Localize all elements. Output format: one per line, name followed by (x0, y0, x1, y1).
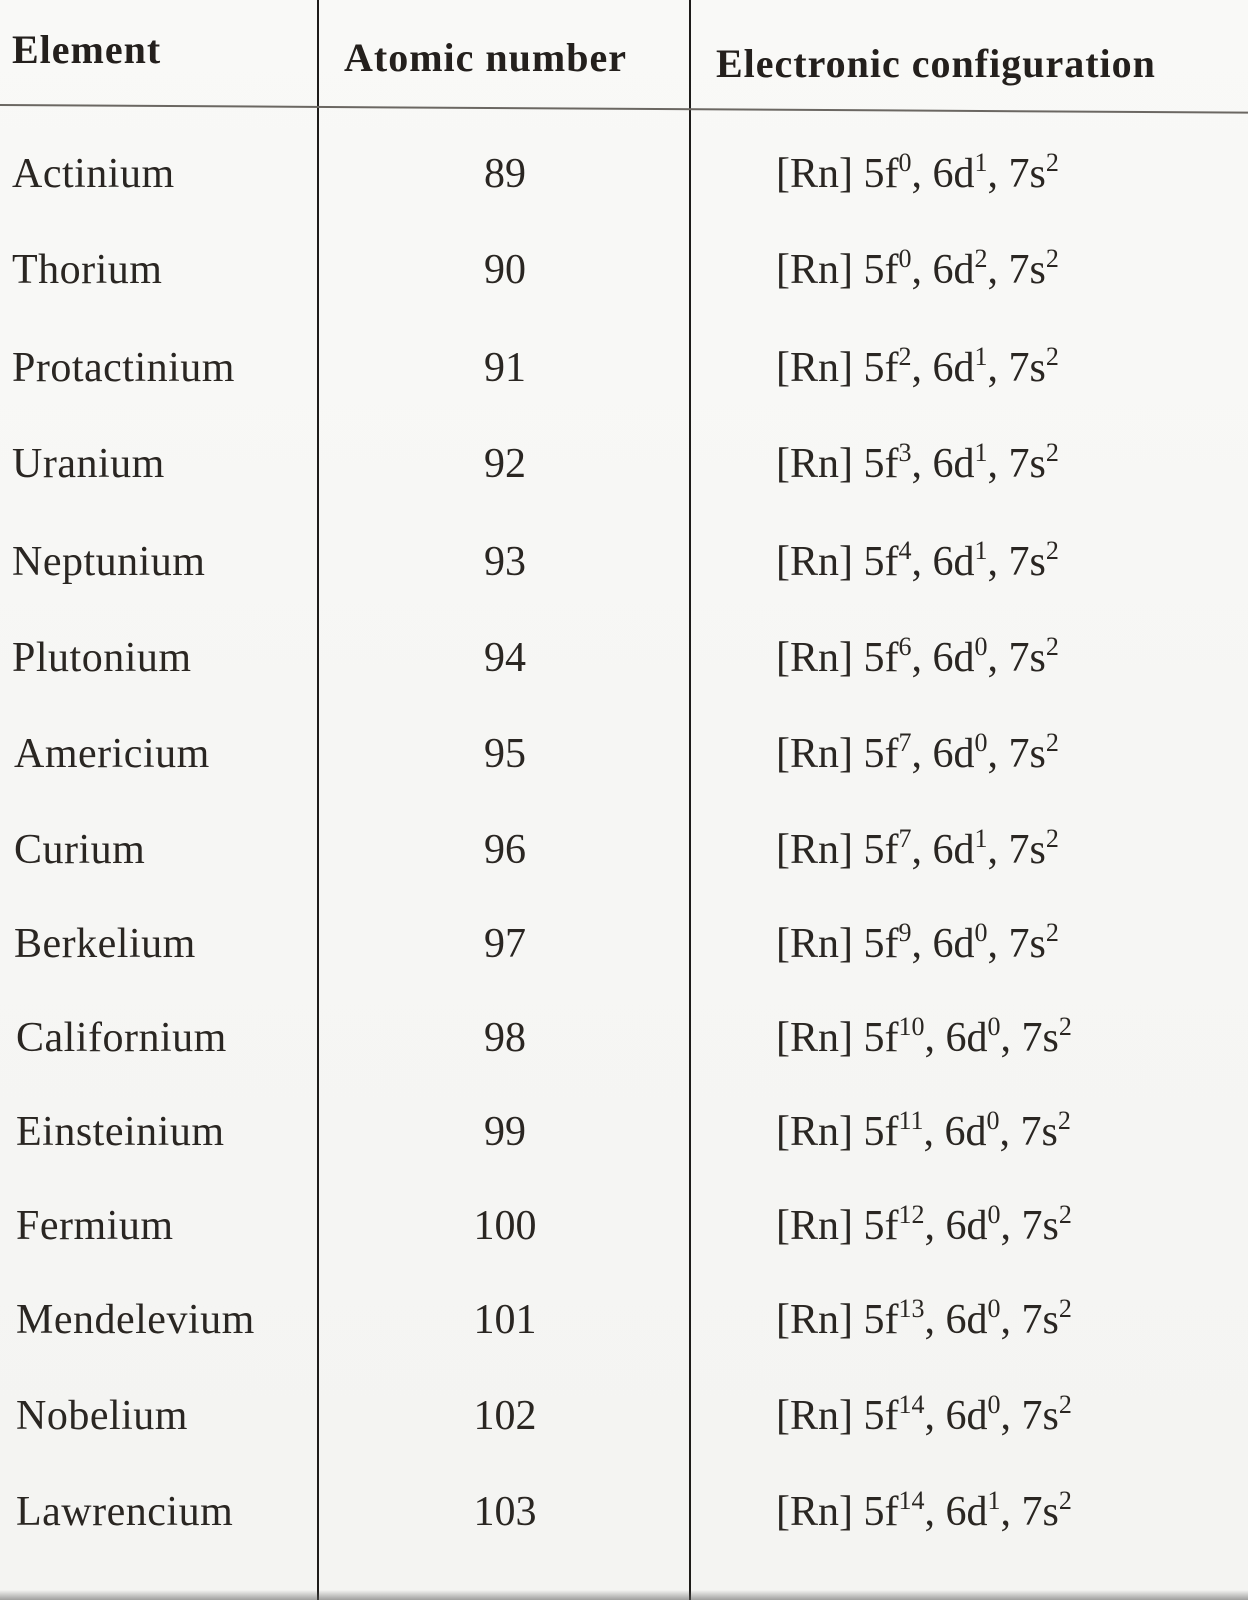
table-row (0, 240, 1248, 300)
separator: , (911, 635, 922, 681)
electrons-6d: 0 (974, 728, 988, 757)
electrons-6d: 1 (974, 148, 988, 177)
separator: , (911, 539, 922, 585)
electronic-configuration (776, 1008, 1072, 1073)
orbital-7s: 7s (1008, 635, 1046, 681)
core-noble-gas: [Rn] (776, 1393, 853, 1439)
orbital-5f: 5f (863, 539, 899, 585)
table-row (0, 144, 1248, 204)
separator: , (1000, 1393, 1011, 1439)
electrons-5f: 6 (898, 632, 912, 661)
orbital-6d: 6d (932, 441, 975, 487)
table-row (0, 1386, 1248, 1446)
electrons-7s: 2 (1045, 536, 1059, 565)
electrons-7s: 2 (1045, 728, 1059, 757)
orbital-7s: 7s (1021, 1489, 1059, 1535)
core-noble-gas: [Rn] (776, 151, 853, 197)
orbital-6d: 6d (932, 151, 975, 197)
element-name: Berkelium (14, 921, 196, 967)
orbital-6d: 6d (944, 1109, 987, 1155)
element-name: Uranium (12, 441, 165, 487)
header-atomic-number: Atomic number (344, 35, 627, 80)
electrons-7s: 2 (1058, 1200, 1072, 1229)
core-noble-gas: [Rn] (776, 1203, 853, 1249)
separator: , (924, 1203, 935, 1249)
orbital-5f: 5f (863, 345, 899, 391)
electronic-configuration (776, 240, 1059, 305)
electrons-7s: 2 (1045, 342, 1059, 371)
separator: , (987, 635, 998, 681)
electrons-5f: 7 (898, 728, 912, 757)
electrons-7s: 2 (1045, 824, 1059, 853)
separator: , (923, 1109, 935, 1155)
electrons-5f: 14 (898, 1486, 925, 1515)
orbital-7s: 7s (1008, 539, 1046, 585)
element-name: Nobelium (16, 1393, 188, 1439)
core-noble-gas: [Rn] (776, 441, 853, 487)
atomic-number: 89 (484, 151, 526, 197)
orbital-5f: 5f (863, 441, 899, 487)
table-row (0, 1008, 1248, 1068)
orbital-5f: 5f (863, 1015, 899, 1061)
electronic-configuration (776, 1386, 1072, 1451)
separator: , (987, 151, 998, 197)
orbital-5f: 5f (863, 921, 899, 967)
orbital-7s: 7s (1008, 441, 1046, 487)
orbital-6d: 6d (932, 539, 975, 585)
orbital-6d: 6d (945, 1203, 988, 1249)
electrons-7s: 2 (1045, 918, 1059, 947)
element-name: Plutonium (12, 635, 192, 681)
orbital-5f: 5f (863, 151, 899, 197)
electrons-5f: 3 (898, 438, 912, 467)
orbital-5f: 5f (863, 731, 899, 777)
element-name: Americium (14, 731, 210, 777)
atomic-number: 93 (484, 539, 526, 585)
orbital-7s: 7s (1008, 731, 1046, 777)
electrons-7s: 2 (1045, 438, 1059, 467)
table-row (0, 724, 1248, 784)
electrons-6d: 1 (987, 1486, 1001, 1515)
orbital-5f: 5f (863, 1109, 899, 1155)
separator: , (911, 247, 922, 293)
separator: , (924, 1297, 935, 1343)
core-noble-gas: [Rn] (776, 827, 853, 873)
header-electronic-configuration: Electronic configuration (716, 41, 1156, 86)
atomic-number: 96 (484, 827, 526, 873)
atomic-number: 94 (484, 635, 526, 681)
electrons-5f: 2 (898, 342, 912, 371)
orbital-7s: 7s (1021, 1297, 1059, 1343)
table-row (0, 338, 1248, 398)
atomic-number: 98 (484, 1015, 526, 1061)
element-name: Curium (14, 827, 146, 873)
element-name: Protactinium (12, 345, 235, 391)
separator: , (1000, 1297, 1011, 1343)
atomic-number: 90 (484, 247, 526, 293)
separator: , (1000, 1489, 1011, 1535)
electronic-configuration (776, 628, 1059, 693)
electronic-configuration (776, 914, 1059, 979)
electrons-6d: 0 (987, 1200, 1001, 1229)
element-name: Lawrencium (16, 1489, 234, 1535)
core-noble-gas: [Rn] (776, 247, 853, 293)
core-noble-gas: [Rn] (776, 1015, 853, 1061)
orbital-6d: 6d (945, 1297, 988, 1343)
electrons-6d: 0 (974, 632, 988, 661)
electronic-configuration (776, 1290, 1072, 1355)
table-row (0, 820, 1248, 880)
separator: , (911, 731, 922, 777)
separator: , (1000, 1015, 1011, 1061)
separator: , (1000, 1203, 1011, 1249)
orbital-5f: 5f (863, 827, 899, 873)
element-name: Einsteinium (16, 1109, 225, 1155)
electrons-7s: 2 (1058, 1390, 1072, 1419)
orbital-6d: 6d (932, 921, 975, 967)
orbital-5f: 5f (863, 247, 899, 293)
separator: , (987, 827, 998, 873)
electrons-5f: 9 (898, 918, 912, 947)
orbital-7s: 7s (1021, 1015, 1059, 1061)
core-noble-gas: [Rn] (776, 539, 853, 585)
atomic-number: 92 (484, 441, 526, 487)
electronic-configuration (776, 338, 1059, 403)
separator: , (911, 345, 922, 391)
table-row (0, 1196, 1248, 1256)
header-element: Element (12, 27, 162, 72)
electronic-configuration (776, 144, 1059, 209)
electrons-6d: 0 (987, 1012, 1001, 1041)
core-noble-gas: [Rn] (776, 731, 853, 777)
electronic-configuration (776, 434, 1059, 499)
separator: , (987, 731, 998, 777)
electrons-7s: 2 (1057, 1106, 1071, 1135)
element-name: Neptunium (12, 539, 206, 585)
atomic-number: 91 (484, 345, 526, 391)
atomic-number: 102 (473, 1393, 537, 1439)
orbital-7s: 7s (1008, 151, 1046, 197)
separator: , (911, 827, 922, 873)
atomic-number: 100 (473, 1203, 537, 1249)
orbital-5f: 5f (863, 1393, 899, 1439)
electrons-6d: 1 (974, 438, 988, 467)
separator: , (987, 921, 998, 967)
electronic-configuration (776, 1482, 1072, 1547)
table-row (0, 434, 1248, 494)
electrons-6d: 1 (974, 824, 988, 853)
electrons-7s: 2 (1045, 148, 1059, 177)
page-edge-shadow (0, 1590, 1248, 1600)
orbital-5f: 5f (863, 635, 899, 681)
electrons-5f: 14 (898, 1390, 925, 1419)
core-noble-gas: [Rn] (776, 1489, 853, 1535)
orbital-7s: 7s (1021, 1203, 1059, 1249)
electrons-7s: 2 (1045, 244, 1059, 273)
separator: , (987, 441, 998, 487)
electrons-5f: 0 (898, 148, 912, 177)
electrons-5f: 11 (898, 1106, 924, 1135)
core-noble-gas: [Rn] (776, 921, 853, 967)
electrons-7s: 2 (1045, 632, 1059, 661)
electrons-6d: 0 (986, 1106, 1000, 1135)
orbital-6d: 6d (932, 345, 975, 391)
electronic-configuration (776, 724, 1059, 789)
orbital-7s: 7s (1020, 1109, 1058, 1155)
electrons-7s: 2 (1058, 1294, 1072, 1323)
orbital-5f: 5f (863, 1489, 899, 1535)
table-row (0, 1482, 1248, 1542)
core-noble-gas: [Rn] (776, 1109, 853, 1155)
atomic-number: 103 (473, 1489, 537, 1535)
atomic-number: 95 (484, 731, 526, 777)
element-name: Thorium (12, 247, 163, 293)
core-noble-gas: [Rn] (776, 635, 853, 681)
table-row (0, 914, 1248, 974)
table-row (0, 1102, 1248, 1162)
separator: , (924, 1393, 935, 1439)
electrons-6d: 0 (987, 1390, 1001, 1419)
electrons-5f: 12 (898, 1200, 925, 1229)
separator: , (987, 539, 998, 585)
table-row (0, 628, 1248, 688)
orbital-7s: 7s (1008, 921, 1046, 967)
element-name: Fermium (16, 1203, 174, 1249)
atomic-number: 101 (473, 1297, 537, 1343)
separator: , (924, 1015, 935, 1061)
table-row (0, 532, 1248, 592)
orbital-5f: 5f (863, 1203, 899, 1249)
electrons-5f: 7 (898, 824, 912, 853)
table-row (0, 1290, 1248, 1350)
electrons-6d: 2 (974, 244, 988, 273)
electrons-6d: 0 (987, 1294, 1001, 1323)
separator: , (924, 1489, 935, 1535)
separator: , (911, 921, 922, 967)
orbital-6d: 6d (932, 247, 975, 293)
electrons-5f: 10 (898, 1012, 925, 1041)
orbital-6d: 6d (945, 1393, 988, 1439)
orbital-6d: 6d (945, 1489, 988, 1535)
element-name: Mendelevium (16, 1297, 255, 1343)
separator: , (999, 1109, 1011, 1155)
atomic-number: 97 (484, 921, 526, 967)
electrons-6d: 1 (974, 342, 988, 371)
electrons-6d: 1 (974, 536, 988, 565)
orbital-7s: 7s (1021, 1393, 1059, 1439)
atomic-number: 99 (484, 1109, 526, 1155)
orbital-5f: 5f (863, 1297, 899, 1343)
electrons-7s: 2 (1058, 1486, 1072, 1515)
orbital-6d: 6d (932, 827, 975, 873)
electrons-6d: 0 (974, 918, 988, 947)
electronic-configuration (776, 1102, 1071, 1167)
orbital-6d: 6d (932, 731, 975, 777)
electrons-7s: 2 (1058, 1012, 1072, 1041)
electronic-configuration (776, 820, 1059, 885)
core-noble-gas: [Rn] (776, 345, 853, 391)
element-name: Californium (16, 1015, 227, 1061)
orbital-7s: 7s (1008, 345, 1046, 391)
orbital-7s: 7s (1008, 827, 1046, 873)
separator: , (987, 247, 998, 293)
electrons-5f: 4 (898, 536, 912, 565)
core-noble-gas: [Rn] (776, 1297, 853, 1343)
orbital-7s: 7s (1008, 247, 1046, 293)
header-rule (0, 104, 1248, 114)
electrons-5f: 13 (898, 1294, 925, 1323)
separator: , (987, 345, 998, 391)
orbital-6d: 6d (945, 1015, 988, 1061)
electronic-configuration (776, 532, 1059, 597)
separator: , (911, 151, 922, 197)
electronic-configuration (776, 1196, 1072, 1261)
separator: , (911, 441, 922, 487)
orbital-6d: 6d (932, 635, 975, 681)
element-name: Actinium (12, 151, 175, 197)
electrons-5f: 0 (898, 244, 912, 273)
